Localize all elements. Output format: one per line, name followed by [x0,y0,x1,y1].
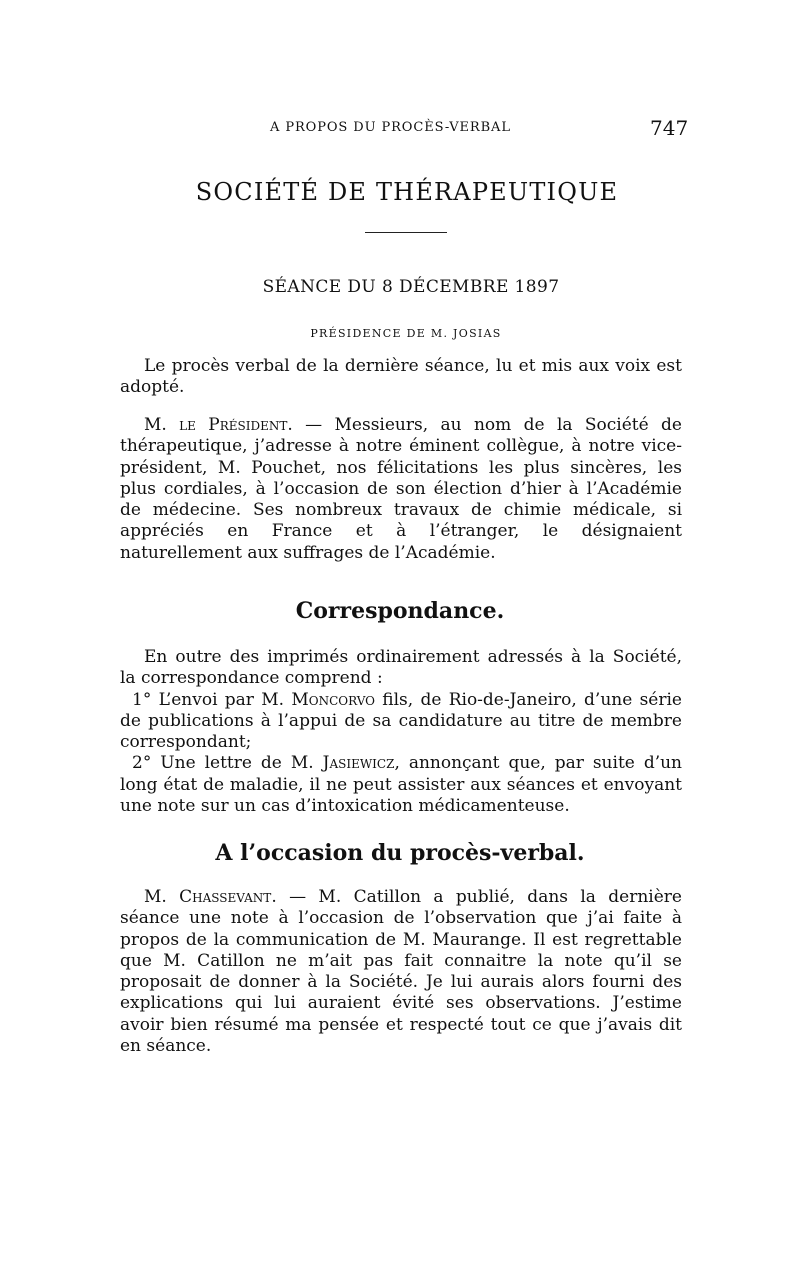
president-text: — Messieurs, au nom de la Société de thérapeutique, j’adresse à notre éminent collègue, à notre vice-président, M. Pouchet, nos félicitations les plus sincères, les plus cordiales, à l’occasion de son élection d’hier à l’Académie de médecine. Ses nombreux travaux de chimie médicale, si appréciés en France et à l’étranger, le désignaient naturellement aux suffrages de l’Académie. [120,415,682,563]
running-header [0,118,800,140]
chassevant-paragraph [120,887,682,1057]
chassevant-speaker: M. Chassevant. [144,887,277,907]
item2-after: , annonçant que, par suite d’un long état de maladie, il ne peut assister aux séances et envoyant une note sur un cas d’intoxication médicamenteuse. [120,753,682,817]
correspondance-heading: Correspondance. [295,598,505,624]
running-title: A PROPOS DU PROCÈS-VERBAL [270,120,511,135]
correspondance-body [120,647,682,817]
page-number: 747 [650,116,689,140]
title-rule [365,232,447,233]
item1-after: fils, de Rio-de-Janeiro, d’une série de publications à l’appui de sa candidature au titre de membre correspondant; [120,689,682,753]
president-paragraph [120,415,682,564]
president-speaker: M. le Président. [144,415,293,435]
session-date: SÉANCE DU 8 DÉCEMBRE 1897 [262,277,560,297]
proces-verbal-heading: A l’occasion du procès-verbal. [215,840,585,866]
chassevant-text: — M. Catillon a publié, dans la dernière séance une note à l’occasion de l’observation que j’ai faite à propos de la communication de M. Maurange. Il est regrettable que M. Catillon ne m’ait pas fait connaitre la note qu’il se proposait de donner à la Société. Je lui aurais alors fourni des explications qui lui auraient évité ses observations. J’estime avoir bien résumé ma pensée et respecté tout ce que j’avais dit en séance. [120,887,682,1057]
minutes-paragraph: Le procès verbal de la dernière séance, lu et mis aux voix est adopté. [120,356,682,398]
correspondance-item-1 [120,690,682,754]
correspondance-item-2 [120,753,682,817]
presidency-line: PRÉSIDENCE DE M. JOSIAS [310,327,502,340]
item2-before: 2° Une lettre de M. [132,753,323,774]
correspondance-intro: En outre des imprimés ordinairement adressés à la Société, la correspondance comprend : [120,647,682,689]
item1-before: 1° L’envoi par M. [132,689,292,710]
society-title: SOCIÉTÉ DE THÉRAPEUTIQUE [195,178,619,206]
item2-name: Jasiewicz [322,753,395,774]
item1-name: Moncorvo [291,689,375,710]
